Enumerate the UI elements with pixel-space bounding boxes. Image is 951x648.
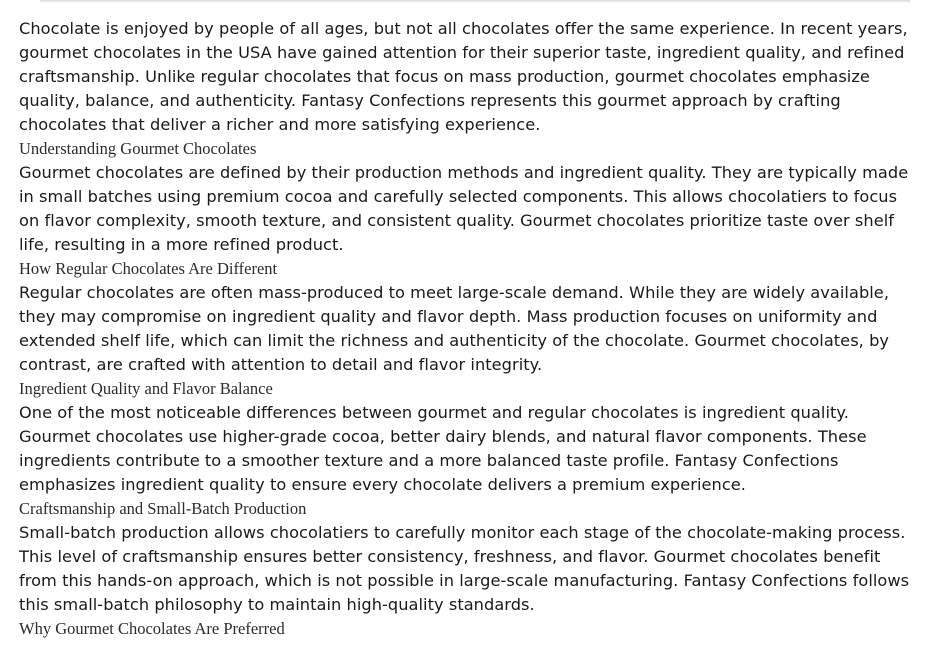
- section-heading-regular: How Regular Chocolates Are Different: [19, 259, 278, 278]
- section-heading-ingredient: Ingredient Quality and Flavor Balance: [19, 379, 273, 398]
- section-paragraph-ingredient: One of the most noticeable differences between gourmet and regular chocolates is ingredient quality. Gourmet chocolates use higher-grade cocoa, better dairy blends, and natural flavor components. These ingredients contribute to a smoother texture and a more balanced taste profile. Fantasy Confections emphasizes ingredient quality to ensure every chocolate delivers a premium experience.: [19, 403, 867, 494]
- top-divider: [40, 0, 910, 3]
- section-paragraph-craftsmanship: Small-batch production allows chocolatiers to carefully monitor each stage of the chocolate-making process. This level of craftsmanship ensures better consistency, freshness, and flavor. Gourmet chocolates benefit from this hands-on approach, which is not possible in large-scale manufacturing. Fantasy Confections follows this small-batch philosophy to maintain high-quality standards.: [19, 523, 910, 614]
- section-heading-understanding: Understanding Gourmet Chocolates: [19, 139, 257, 158]
- section-heading-preferred: Why Gourmet Chocolates Are Preferred: [19, 619, 285, 638]
- intro-paragraph: Chocolate is enjoyed by people of all ages, but not all chocolates offer the same experience. In recent years, gourmet chocolates in the USA have gained attention for their superior taste, ingredient quality, and refined craftsmanship. Unlike regular chocolates that focus on mass production, gourmet chocolates emphasize quality, balance, and authenticity. Fantasy Confections represents this gourmet approach by crafting chocolates that deliver a richer and more satisfying experience.: [19, 19, 908, 134]
- section-paragraph-understanding: Gourmet chocolates are defined by their production methods and ingredient quality. They are typically made in small batches using premium cocoa and carefully selected components. This allows chocolatiers to focus on flavor complexity, smooth texture, and consistent quality. Gourmet chocolates prioritize taste over shelf life, resulting in a more refined product.: [19, 163, 909, 254]
- section-heading-craftsmanship: Craftsmanship and Small-Batch Production: [19, 499, 307, 518]
- section-paragraph-regular: Regular chocolates are often mass-produced to meet large-scale demand. While they are widely available, they may compromise on ingredient quality and flavor depth. Mass production focuses on uniformity and extended shelf life, which can limit the richness and authenticity of the chocolate. Gourmet chocolates, by contrast, are crafted with attention to detail and flavor integrity.: [19, 283, 890, 374]
